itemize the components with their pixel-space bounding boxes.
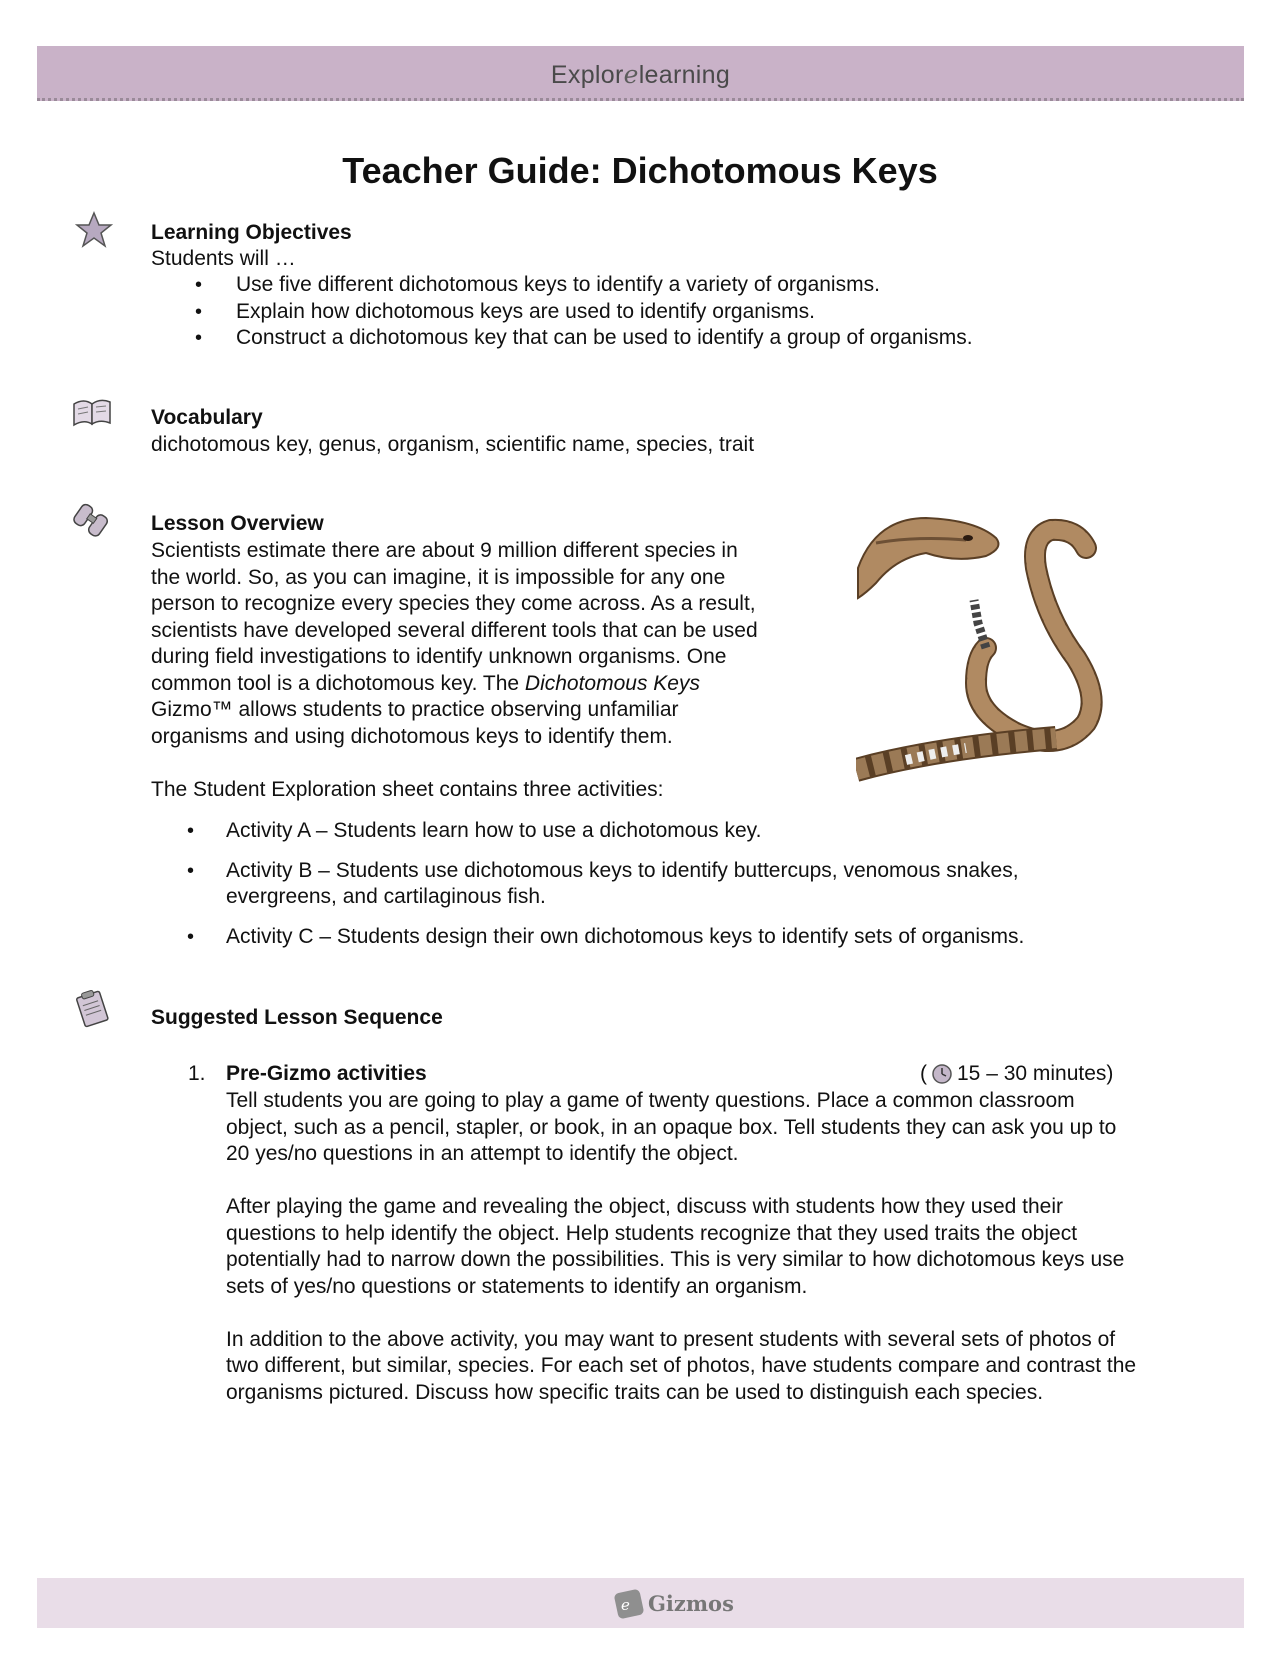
svg-text:e: e	[621, 1596, 630, 1614]
overview-line	[151, 671, 831, 698]
paragraph: In addition to the above activity, you may want to present students with several sets of photos of two different, but similar, species. For each set of photos, have students compare and contrast the organisms pictured. Discuss how specific traits can be used to distinguish each species.	[226, 1327, 1137, 1404]
brand-glyph: e	[623, 60, 639, 89]
activities-intro: The Student Exploration sheet contains three activities:	[151, 777, 664, 801]
clock-icon	[930, 1063, 954, 1085]
brand-prefix: Explor	[550, 61, 624, 89]
overview-line: scientists have developed several different tools that can be used	[151, 618, 758, 642]
overview-line: the world. So, as you can imagine, it is impossible for any one	[151, 565, 726, 589]
list-item: • Activity B – Students use dichotomous keys to identify buttercups, venomous snakes, evergreens, and cartilaginous fish.	[187, 858, 1127, 911]
gizmos-logo-icon	[614, 1587, 646, 1619]
step-paragraphs	[226, 1088, 1141, 1433]
list-item: • Explain how dichotomous keys are used to identify organisms.	[195, 299, 973, 326]
rattlesnake-illustration	[856, 508, 1126, 826]
header-band	[37, 46, 1244, 101]
lesson-overview-text	[151, 538, 831, 803]
step-title: Pre-Gizmo activities	[226, 1062, 427, 1085]
star-icon	[70, 210, 114, 250]
overview-line: person to recognize every species they come across. As a result,	[151, 592, 756, 615]
paragraph: After playing the game and revealing the object, discuss with students how they used their questions to help identify the object. Help students recognize that they used traits the object potentially had to narrow down the possibilities. This is very similar to how dichotomous keys use sets of yes/no questions or statements to identify an organism.	[226, 1195, 1125, 1298]
brand-suffix: learning	[638, 61, 731, 89]
activities-list	[187, 818, 1127, 963]
list-item: • Construct a dichotomous key that can be used to identify a group of organisms.	[195, 325, 973, 352]
overview-line: organisms and using dichotomous keys to identify them.	[151, 724, 673, 748]
objectives-list	[195, 272, 973, 352]
footer-band	[37, 1578, 1244, 1628]
list-item: • Use five different dichotomous keys to identify a variety of organisms.	[195, 272, 973, 299]
paragraph: Tell students you are going to play a game of twenty questions. Place a common classroom object, such as a pencil, stapler, or book, in an opaque box. Tell students they can ask you up to 20 yes/no questions in an attempt to identify the object.	[226, 1089, 1117, 1165]
gizmo-name: Dichotomous Keys	[524, 671, 700, 695]
book-icon	[70, 392, 114, 432]
gizmos-logo	[614, 1586, 734, 1620]
overview-text: common tool is a dichotomous key. The	[151, 671, 525, 695]
lesson-overview-heading: Lesson Overview	[151, 512, 324, 535]
step-number: 1.	[188, 1062, 206, 1085]
list-item: • Activity A – Students learn how to use a dichotomous key.	[187, 818, 1127, 845]
overview-line: Gizmo™ allows students to practice observing unfamiliar	[151, 698, 679, 721]
step-time	[920, 1061, 1113, 1088]
overview-line: Scientists estimate there are about 9 million different species in	[151, 539, 738, 562]
vocabulary-terms: dichotomous key, genus, organism, scientific name, species, trait	[151, 433, 755, 456]
learning-objectives-heading: Learning Objectives	[151, 221, 352, 244]
vocabulary-heading: Vocabulary	[151, 406, 263, 429]
gizmos-logo-text: Gizmos	[648, 1590, 734, 1616]
time-range: 15 – 30 minutes)	[957, 1062, 1114, 1085]
binoculars-icon	[70, 500, 114, 540]
learning-objectives-intro: Students will …	[151, 247, 296, 270]
time-open-paren: (	[920, 1062, 927, 1085]
list-item: • Activity C – Students design their own dichotomous keys to identify sets of organisms.	[187, 924, 1127, 951]
clipboard-icon	[70, 988, 114, 1028]
page-title: Teacher Guide: Dichotomous Keys	[342, 150, 938, 191]
brand-logo	[37, 60, 1244, 90]
sequence-heading: Suggested Lesson Sequence	[151, 1006, 443, 1029]
overview-line: during field investigations to identify unknown organisms. One	[151, 645, 727, 668]
